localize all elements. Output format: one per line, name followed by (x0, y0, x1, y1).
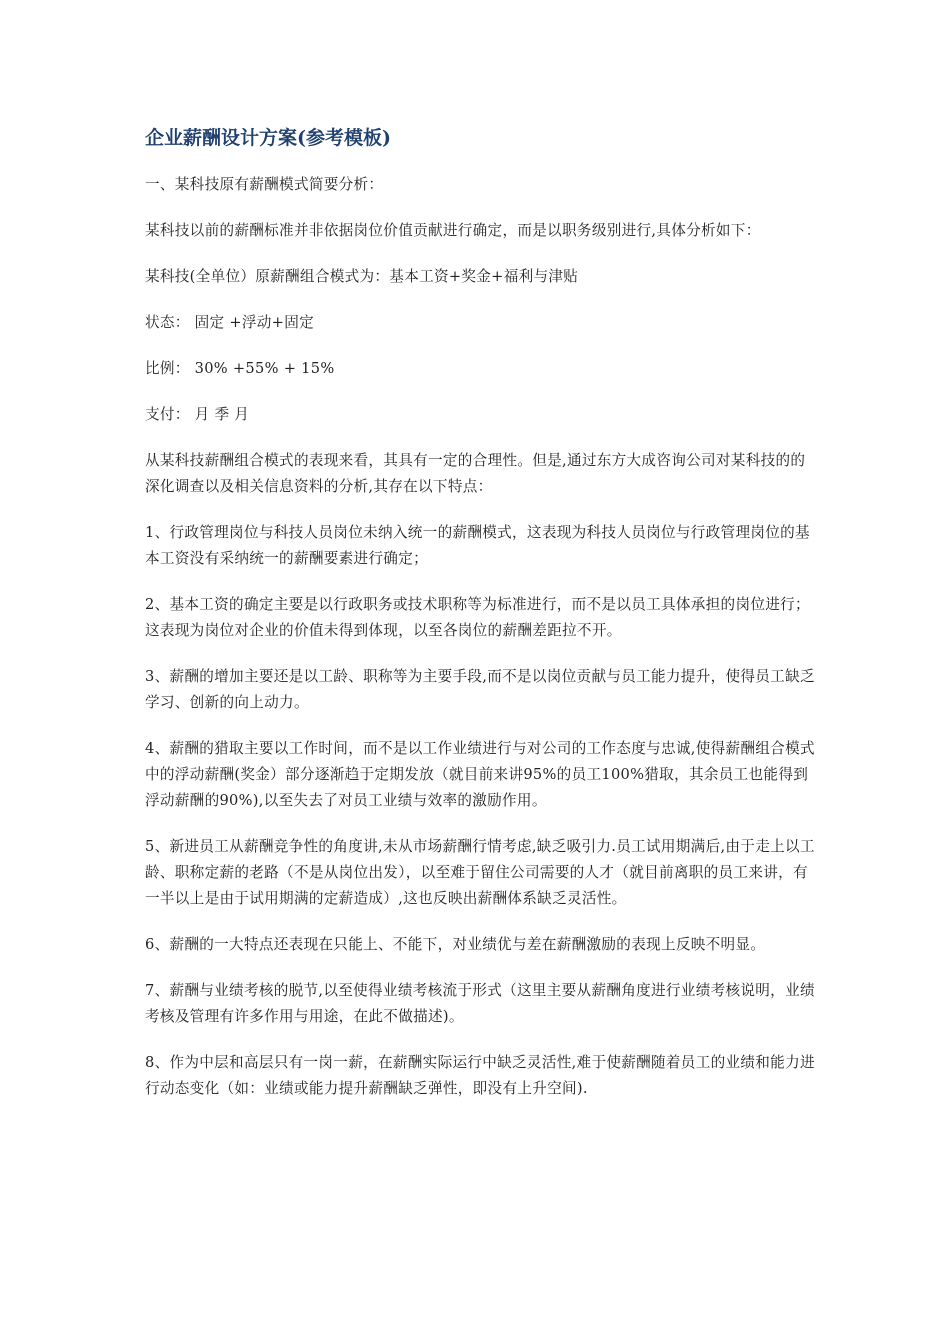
intro-paragraph: 某科技以前的薪酬标准并非依据岗位价值贡献进行确定，而是以职务级别进行,具体分析如下： (145, 222, 761, 239)
document-title: 企业薪酬设计方案(参考模板) (145, 127, 391, 149)
point-4: 4、薪酬的猎取主要以工作时间，而不是以工作业绩进行与对公司的工作态度与忠诚,使得薪酬组合模式中的浮动薪酬(奖金）部分逐渐趋于定期发放（就目前来讲95%的员工100%猎取，其余员工也能得到浮动薪酬的90%),以至失去了对员工业绩与效率的激励作用。 (145, 740, 815, 809)
salary-composition: 某科技(全单位）原薪酬组合模式为：基本工资+奖金+福利与津贴 (145, 268, 579, 285)
section-heading: 一、某科技原有薪酬模式简要分析： (145, 176, 384, 193)
point-5: 5、新进员工从薪酬竞争性的角度讲,未从市场薪酬行情考虑,缺乏吸引力.员工试用期满后,由于走上以工龄、职称定薪的老路（不是从岗位出发），以至难于留住公司需要的人才（就目前离职的员工来讲，有一半以上是由于试用期满的定薪造成）,这也反映出薪酬体系缺乏灵活性。 (145, 838, 815, 907)
analysis-paragraph: 从某科技薪酬组合模式的表现来看，其具有一定的合理性。但是,通过东方大成咨询公司对某科技的的深化调查以及相关信息资料的分析,其存在以下特点： (145, 452, 806, 495)
point-2: 2、基本工资的确定主要是以行政职务或技术职称等为标准进行，而不是以员工具体承担的岗位进行；这表现为岗位对企业的价值未得到体现，以至各岗位的薪酬差距拉不开。 (145, 596, 810, 639)
salary-payment: 支付： 月 季 月 (145, 406, 250, 423)
salary-ratio: 比例： 30% +55% + 15% (145, 360, 335, 377)
document-body (145, 124, 815, 1122)
salary-status: 状态： 固定 +浮动+固定 (145, 314, 314, 331)
point-6: 6、薪酬的一大特点还表现在只能上、不能下，对业绩优与差在薪酬激励的表现上反映不明显。 (145, 936, 766, 953)
point-3: 3、薪酬的增加主要还是以工龄、职称等为主要手段,而不是以岗位贡献与员工能力提升，使得员工缺乏学习、创新的向上动力。 (145, 668, 815, 711)
point-8: 8、作为中层和高层只有一岗一薪，在薪酬实际运行中缺乏灵活性,难于使薪酬随着员工的业绩和能力进行动态变化（如：业绩或能力提升薪酬缺乏弹性，即没有上升空间). (145, 1054, 815, 1097)
point-1: 1、行政管理岗位与科技人员岗位未纳入统一的薪酬模式，这表现为科技人员岗位与行政管理岗位的基本工资没有采纳统一的薪酬要素进行确定； (145, 524, 810, 567)
point-7: 7、薪酬与业绩考核的脱节,以至使得业绩考核流于形式（这里主要从薪酬角度进行业绩考核说明，业绩考核及管理有许多作用与用途，在此不做描述)。 (145, 982, 815, 1025)
